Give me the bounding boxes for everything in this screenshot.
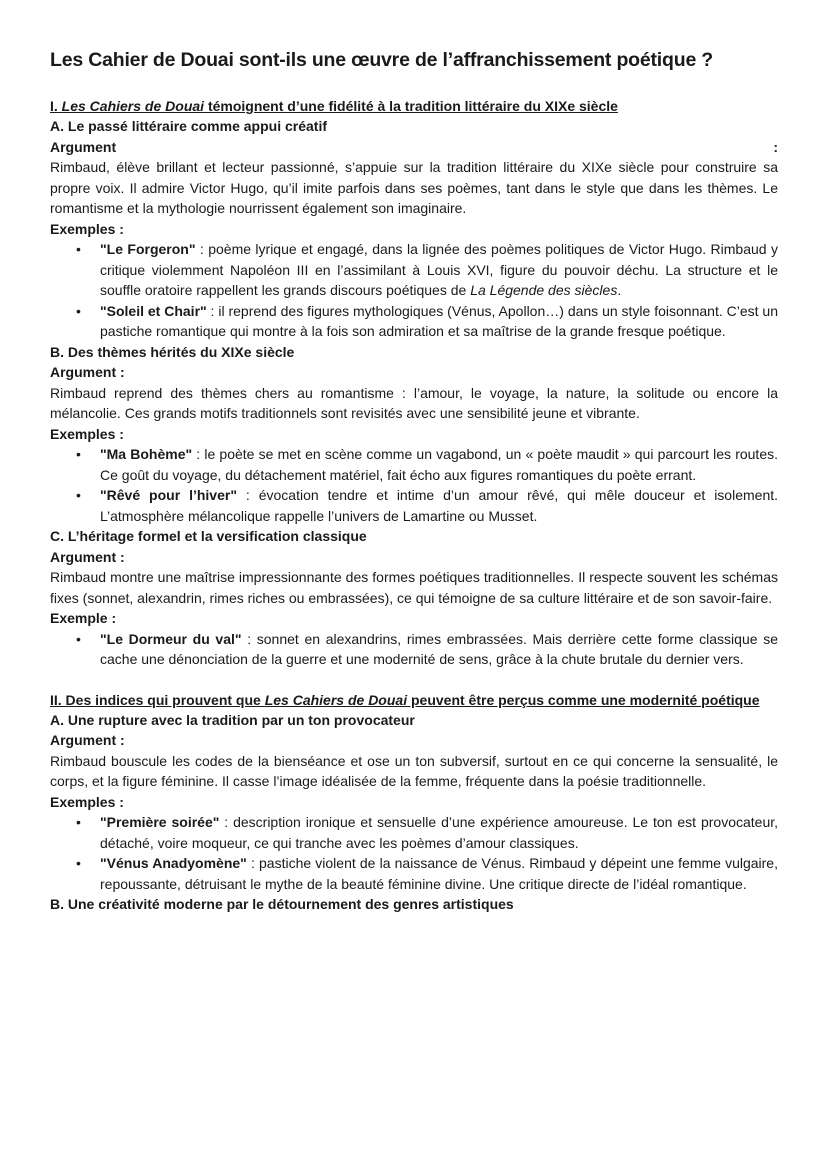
section-2b [50,894,778,915]
section-title: C. L’héritage formel et la versification classique [50,528,367,544]
section-2a [50,710,778,895]
examples-label: Exemples : [50,425,124,442]
section-title: A. Une rupture avec la tradition par un ton provocateur [50,711,415,728]
example-text: : description ironique et sensuelle d’une expérience amoureuse. Le ton est provocateur, détaché, voire moqueur, ce qui tranche avec les poèmes d’amour classiques. [100,814,779,851]
argument-label-text: Argument [50,138,117,155]
bullet-icon: • [76,855,81,871]
example-text: : il reprend des figures mythologiques (Vénus, Apollon…) dans un style foisonnant. C’est un pastiche romantique qui montre à la fois son admiration et sa maîtrise de la grande fresque poétique. [100,302,778,339]
part-1-heading-prefix: I. [50,98,62,114]
example-title: "Vénus Anadyomène" [100,855,247,871]
argument-text: Rimbaud bouscule les codes de la bienséance et ose un ton subversif, surtout en ce qui concerne la sensualité, le corps, et la figure féminine. Il casse l’image idéalisée de la femme, fréquente dans la poésie traditionnelle. [50,752,778,789]
bullet-icon: • [76,241,81,257]
argument-text: Rimbaud, élève brillant et lecteur passionné, s’appuie sur la tradition littéraire du XIXe siècle pour construire sa propre voix. Il admire Victor Hugo, qu’il imite parfois dans ses poèmes, tant dans le style que dans les thèmes. Le romantisme et la mythologie nourrissent également son imaginaire. [50,159,778,216]
part-2-heading-prefix: II. Des indices qui prouvent que [50,691,265,708]
part-1-heading [50,96,778,116]
examples-list [50,812,778,894]
example-text: : sonnet en alexandrins, rimes embrassées. Mais derrière cette forme classique se cache une dénonciation de la guerre et une modernité de sens, grâce à la chute brutale du dernier vers. [100,630,778,667]
bullet-icon: • [76,630,81,647]
argument-label: Argument : [50,548,125,565]
example-title: "Le Forgeron" [100,241,196,257]
example-title: "Ma Bohème" [100,446,193,462]
section-title: B. Une créativité moderne par le détournement des genres artistiques [50,896,514,912]
example-text-end: . [617,282,622,298]
part-2-heading [50,690,778,710]
examples-label: Exemples : [50,220,124,237]
examples-label: Exemple : [50,610,117,626]
section-1a [50,116,778,342]
section-title: B. Des thèmes hérités du XIXe siècle [50,343,295,360]
part-1-heading-suffix: témoignent d’une fidélité à la tradition littéraire du XIXe siècle [204,98,618,114]
example-item [76,444,779,485]
examples-list [50,239,778,342]
argument-text: Rimbaud reprend des thèmes chers au romantisme : l’amour, le voyage, la nature, la solitude ou encore la mélancolie. Ces grands motifs traditionnels sont revisités avec une sensibilité jeune et vibrante. [50,384,778,421]
bullet-icon: • [76,446,81,462]
bullet-icon: • [76,487,81,503]
example-text: : le poète se met en scène comme un vagabond, un « poète maudit » qui parcourt les routes. Ce goût du voyage, du détachement matériel, fait écho aux figures romantiques du poète errant. [100,446,779,483]
example-text: : pastiche violent de la naissance de Vénus. Rimbaud y dépeint une femme vulgaire, repoussante, détruisant le mythe de la beauté féminine divine. Une critique directe de l’idéal romantique. [100,855,778,892]
bullet-icon: • [76,302,81,319]
example-text: : évocation tendre et intime d’un amour rêvé, qui mêle douceur et isolement. L’atmosphère mélancolique rappelle l’univers de Lamartine ou Musset. [100,487,779,524]
example-title: "Le Dormeur du val" [100,630,242,647]
section-1c [50,526,778,670]
document-title: Les Cahier de Douai sont-ils une œuvre de l’affranchissement poétique ? [50,49,714,71]
example-title: "Rêvé pour l’hiver" [100,487,237,503]
part-2-heading-suffix: peuvent être perçus comme une modernité poétique [407,691,760,708]
example-item [76,239,778,301]
example-item [76,629,778,670]
example-italic-reference: La Légende des siècles [470,282,618,298]
argument-label [50,137,778,158]
part-1-heading-italic: Les Cahiers de Douai [61,98,205,114]
example-text: : poème lyrique et engagé, dans la lignée des poèmes politiques de Victor Hugo. Rimbaud y critique violemment Napoléon III en l’assimilant à Louis XVI, figure du pouvoir déchu. La structure et le souffle oratoire rappellent les grands discours poétiques de [100,241,778,298]
argument-label: Argument : [50,732,125,748]
example-item [76,485,779,526]
argument-text: Rimbaud montre une maîtrise impressionnante des formes poétiques traditionnelles. Il respecte souvent les schémas fixes (sonnet, alexandrin, rimes riches ou embrassées), ce qui témoigne de sa culture littéraire et de son savoir-faire. [50,569,778,606]
example-item [76,812,779,853]
examples-label: Exemples : [50,793,124,810]
section-title: A. Le passé littéraire comme appui créatif [50,118,327,134]
section-1b [50,342,778,527]
example-item [76,853,778,894]
argument-label-colon: : [773,138,778,155]
example-title: "Première soirée" [100,814,220,830]
argument-label: Argument : [50,364,125,380]
example-title: "Soleil et Chair" [100,302,207,319]
examples-list [50,629,778,670]
example-item [76,301,778,342]
bullet-icon: • [76,814,81,830]
examples-list [50,444,778,526]
part-2-heading-italic: Les Cahiers de Douai [264,691,408,708]
